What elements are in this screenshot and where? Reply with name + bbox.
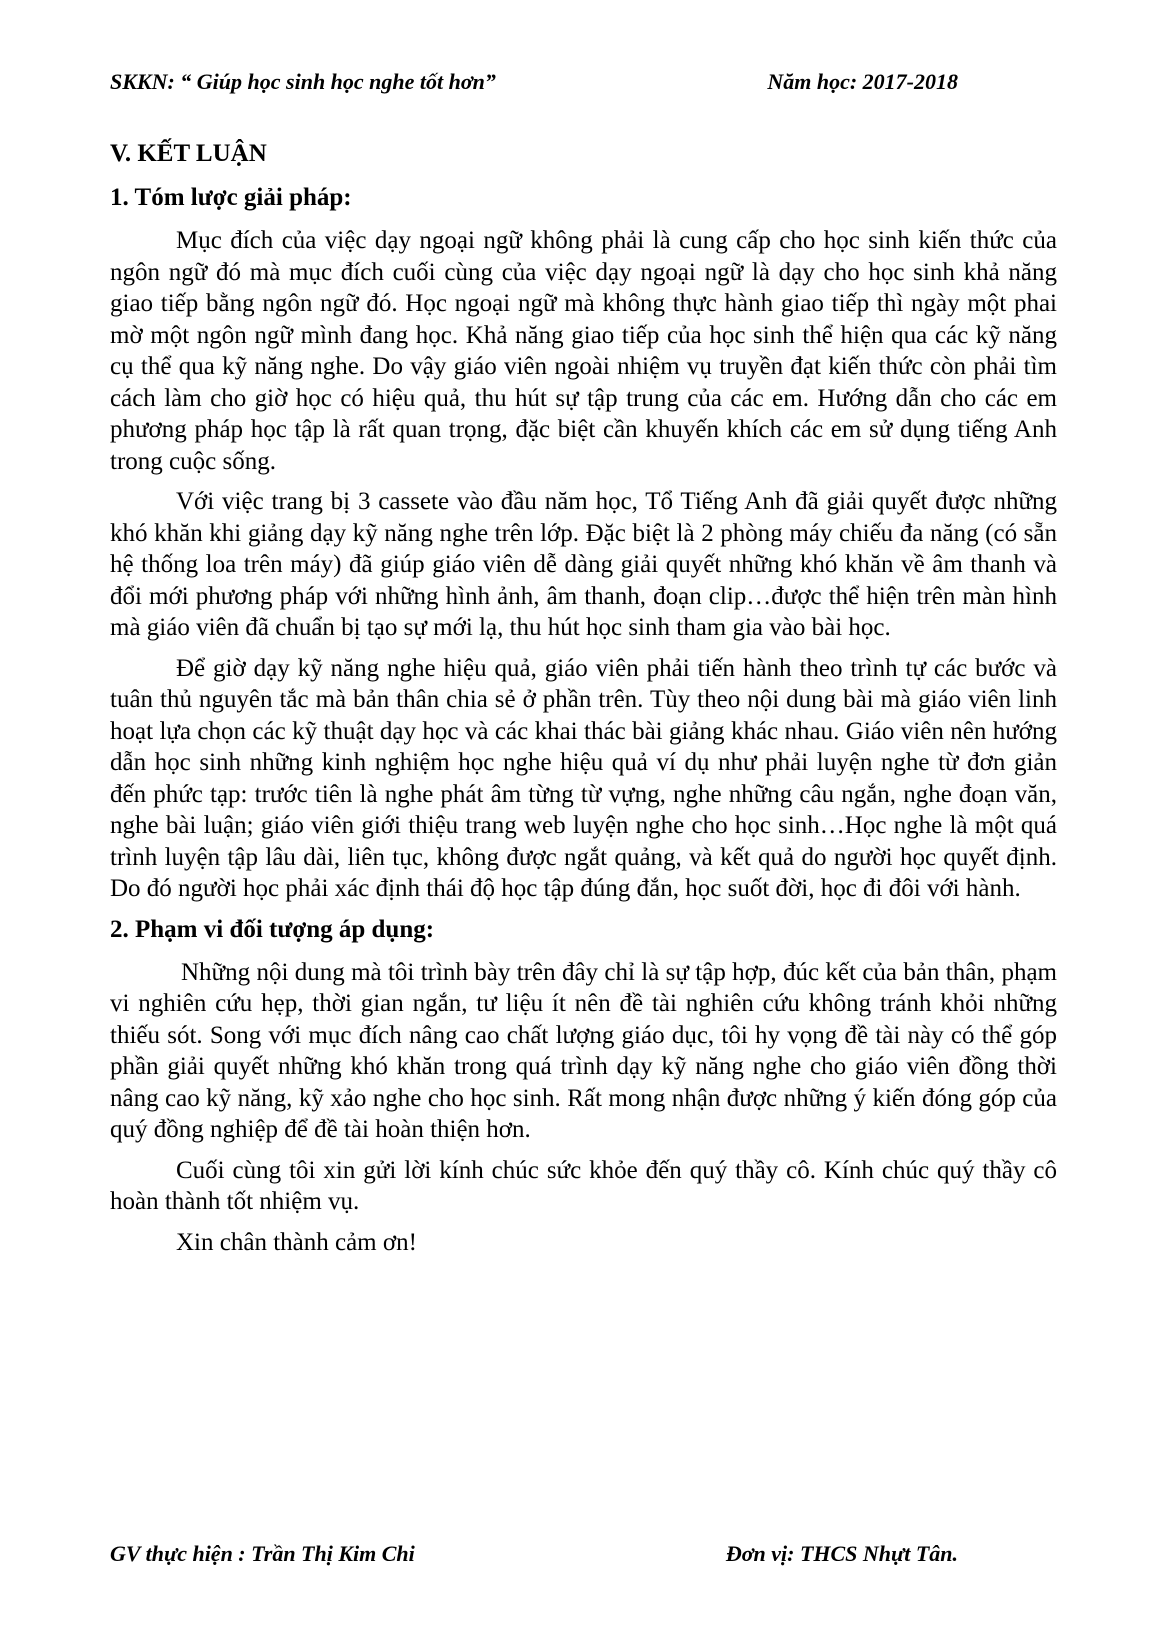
footer-author: GV thực hiện : Trần Thị Kim Chi — [110, 1541, 415, 1566]
scope-title: 2. Phạm vi đối tượng áp dụng: — [110, 915, 435, 943]
summary-paragraph-2: Với việc trang bị 3 cassete vào đầu năm học, Tổ Tiếng Anh đã giải quyết được những khó khăn khi giảng dạy kỹ năng nghe trên lớp. Đặc biệt là 2 phòng máy chiếu đa năng (có sẵn hệ thống loa trên máy) đã giúp giáo viên dễ dàng giải quyết những khó khăn về âm thanh và đổi mới phương pháp với những hình ảnh, âm thanh, đoạn clip…được thể hiện trên màn hình mà giáo viên đã chuẩn bị tạo sự mới lạ, thu hút học sinh tham gia vào bài học. — [110, 488, 1057, 641]
summary-paragraph-1: Mục đích của việc dạy ngoại ngữ không phải là cung cấp cho học sinh kiến thức của ngôn ngữ đó mà mục đích cuối cùng của việc dạy ngoại ngữ là dạy cho học sinh khả năng giao tiếp bằng ngôn ngữ đó. Học ngoại ngữ mà không thực hành giao tiếp thì ngày một phai mờ một ngôn ngữ mình đang học. Khả năng giao tiếp của học sinh thể hiện qua các kỹ năng cụ thể qua kỹ năng nghe. Do vậy giáo viên ngoài nhiệm vụ truyền đạt kiến thức còn phải tìm cách làm cho giờ học có hiệu quả, thu hút sự tập trung của các em. Hướng dẫn cho các em phương pháp học tập là rất quan trọng, đặc biệt cần khuyến khích các em sử dụng tiếng Anh trong cuộc sống. — [110, 227, 1057, 475]
closing-thanks: Xin chân thành cảm ơn! — [176, 1228, 417, 1256]
summary-title: 1. Tóm lược giải pháp: — [110, 184, 352, 211]
scope-paragraph-1: Những nội dung mà tôi trình bày trên đây chỉ là sự tập hợp, đúc kết của bản thân, phạm vi nghiên cứu hẹp, thời gian ngắn, tư liệu ít nên đề tài nghiên cứu không tránh khỏi những thiếu sót. Song với mục đích nâng cao chất lượng giáo dục, tôi hy vọng đề tài này có thể góp phần giải quyết những khó khăn trong quá trình dạy kỹ năng nghe cho giáo viên đồng thời nâng cao kỹ năng, kỹ xảo nghe cho học sinh. Rất mong nhận được những ý kiến đóng góp của quý đồng nghiệp để đề tài hoàn thiện hơn. — [110, 958, 1057, 1143]
summary-paragraph-3: Để giờ dạy kỹ năng nghe hiệu quả, giáo viên phải tiến hành theo trình tự các bước và tuân thủ nguyên tắc mà bản thân chia sẻ ở phần trên. Tùy theo nội dung bài mà giáo viên linh hoạt lựa chọn các kỹ thuật dạy học và các khai thác bài giảng khác nhau. Giáo viên nên hướng dẫn học sinh những kinh nghiệm học nghe hiệu quả ví dụ như phải luyện nghe từ đơn giản đến phức tạp: trước tiên là nghe phát âm từng từ vựng, nghe những câu ngắn, nghe đoạn văn, nghe bài luận; giáo viên giới thiệu trang web luyện nghe cho học sinh…Học nghe là một quá trình luyện tập lâu dài, liên tục, không được ngắt quảng, và kết quả do người học quyết định. Do đó người học phải xác định thái độ học tập đúng đắn, học suốt đời, học đi đôi với hành. — [110, 654, 1057, 902]
header-school-year: Năm học: 2017-2018 — [767, 69, 958, 94]
page-header — [110, 68, 958, 96]
footer-unit: Đơn vị: THCS Nhựt Tân. — [725, 1541, 958, 1566]
section-title: V. KẾT LUẬN — [110, 140, 267, 167]
document-body — [110, 138, 1057, 1267]
page-footer — [110, 1540, 958, 1568]
header-title: SKKN: “ Giúp học sinh học nghe tốt hơn” — [110, 69, 496, 94]
scope-paragraph-2: Cuối cùng tôi xin gửi lời kính chúc sức khỏe đến quý thầy cô. Kính chúc quý thầy cô hoàn thành tốt nhiệm vụ. — [110, 1156, 1057, 1215]
